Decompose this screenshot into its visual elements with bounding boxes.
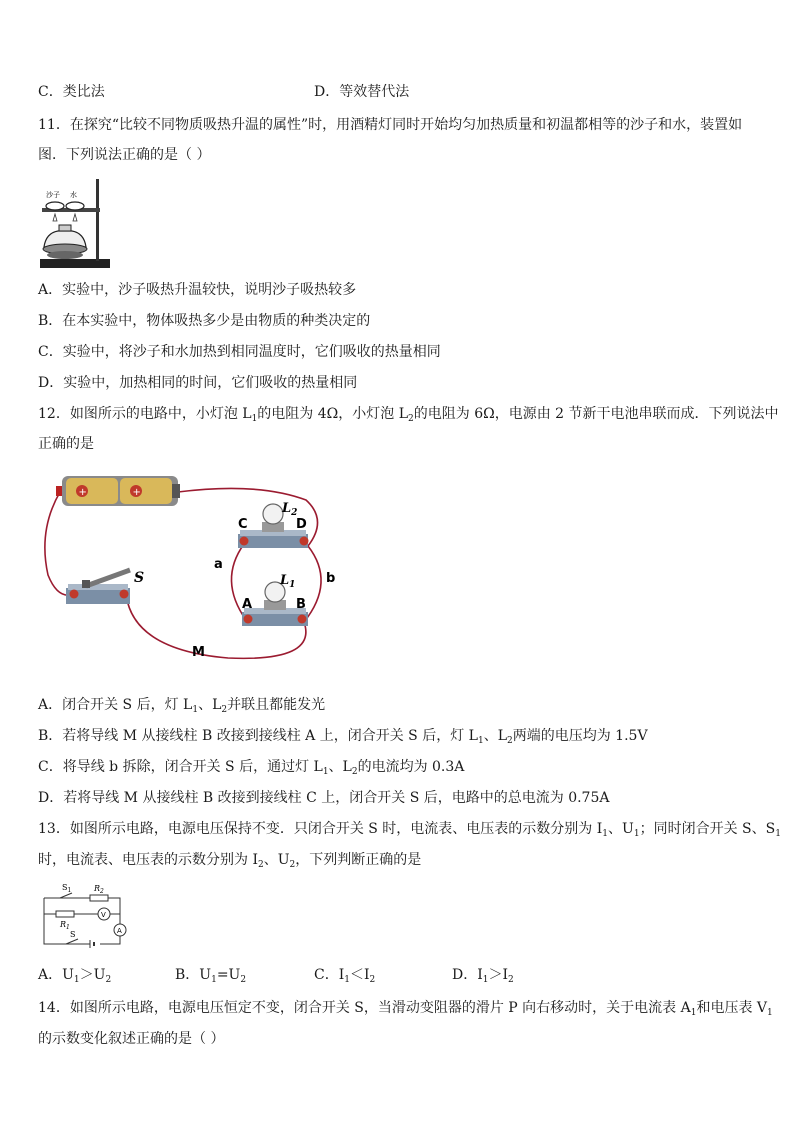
switch-s1-label: $S_1$ [62,883,72,894]
q13-stem-line1: 13．如图所示电路，电源电压保持不变．只闭合开关 S 时，电流表、电压表的示数分别为 $I_1$、$U_1$；同时闭合开关 S、$S_1$ [38,821,781,839]
ammeter-label: A [117,927,122,935]
sand-dish-icon [46,202,64,210]
q11-option-b: B．在本实验中，物体吸热多少是由物质的种类决定的 [38,313,371,329]
q14-stem-line1: 14．如图所示电路，电源电压恒定不变，闭合开关 S，当滑动变阻器的滑片 P 向右移动时，关于电流表 $A_1$和电压表 $V_1$ [38,1000,773,1018]
q10-option-c: C．类比法 [38,84,105,100]
switch-s-label: S [134,570,145,586]
terminal-c-label: C [238,517,248,532]
wire-left [45,492,74,595]
voltmeter-label: V [101,911,106,919]
terminal-a-label: A [242,597,253,612]
wire-b [304,546,321,622]
q10-option-d: D．等效替代法 [314,84,410,100]
q12-stem-line2: 正确的是 [38,436,94,452]
svg-text:+: + [78,487,87,498]
resistor-r2-label: $R_2$ [94,884,104,895]
q11-stem-line1: 11．在探究“比较不同物质吸热升温的属性”时，用酒精灯同时开始均匀加热质量和初温都相等的沙子和水，装置如 [38,117,743,133]
water-dish-icon [66,202,84,210]
q13-stem-line2: 时，电流表、电压表的示数分别为 $I_2$、$U_2$，下列判断正确的是 [38,852,422,870]
q11-option-a: A．实验中，沙子吸热升温较快，说明沙子吸热较多 [38,282,357,298]
wire-a-label: a [214,557,223,572]
terminal-b-label: B [296,597,306,612]
wire-b-label: b [326,571,336,586]
q12-option-a: A．闭合开关 S 后，灯 $L_1$、$L_2$并联且都能发光 [38,697,326,715]
water-label: 水 [70,191,77,199]
switch-s-icon [66,570,130,604]
terminal-d-label: D [296,517,307,532]
q13-option-b: B．$U_1=U_2$ [175,967,247,985]
q13-option-a: A．$U_1>U_2$ [38,967,112,985]
sand-label: 沙子 [46,191,60,199]
q12-option-c: C．将导线 b 拆除，闭合开关 S 后，通过灯 $L_1$、$L_2$的电流均为 0.3A [38,759,465,777]
q11-stem-line2: 图．下列说法正确的是（ ） [38,147,211,163]
q11-option-d: D．实验中，加热相同的时间，它们吸收的热量相同 [38,375,358,391]
resistor-r1-label: $R_1$ [60,920,70,931]
q13-circuit-figure [38,880,134,952]
wire-m-label: M [192,645,205,660]
svg-text:+: + [132,487,141,498]
battery-icon [56,476,180,506]
lamp-l1-label: $L_1$ [280,573,296,590]
q12-circuit-figure [38,470,336,665]
switch-s-label: S [70,930,76,939]
lamp-l2-label: $L_2$ [282,501,298,518]
q11-heating-apparatus-figure [38,175,114,270]
q13-option-d: D．$I_1>I_2$ [452,967,514,985]
q13-option-c: C．$I_1<I_2$ [314,967,376,985]
q12-option-b: B．若将导线 M 从接线柱 B 改接到接线柱 A 上，闭合开关 S 后，灯 $L_1$、$L_2$两端的电压均为 1.5V [38,728,648,746]
q11-option-c: C．实验中，将沙子和水加热到相同温度时，它们吸收的热量相同 [38,344,441,360]
q12-stem-line1: 12．如图所示的电路中，小灯泡 $L_1$的电阻为 4Ω，小灯泡 $L_2$的电阻为 6Ω，电源由 2 节新干电池串联而成．下列说法中 [38,406,779,424]
q12-option-d: D．若将导线 M 从接线柱 B 改接到接线柱 C 上，闭合开关 S 后，电路中的总电流为 0.75A [38,790,610,806]
q14-stem-line2: 的示数变化叙述正确的是（ ） [38,1031,225,1047]
